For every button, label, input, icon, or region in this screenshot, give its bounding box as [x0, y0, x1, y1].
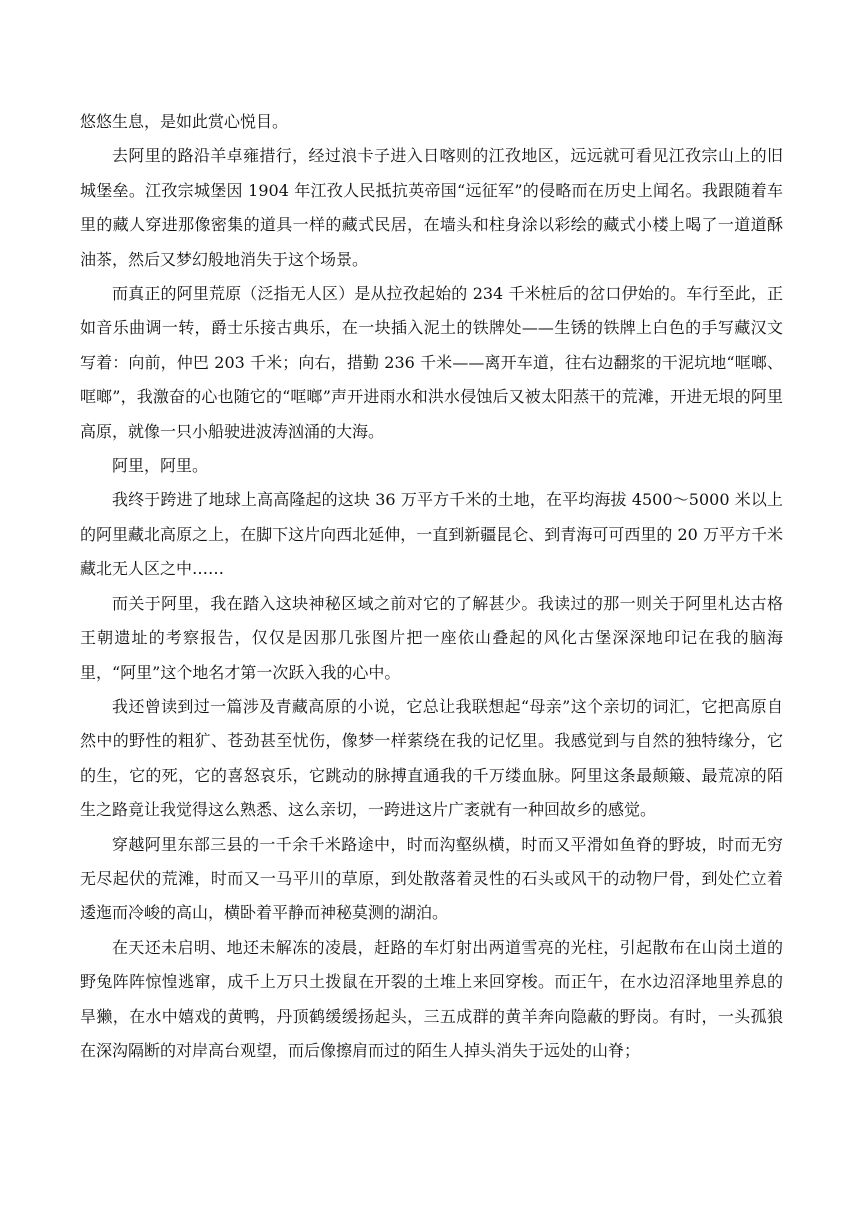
- paragraph-8: 穿越阿里东部三县的一千余千米路途中，时而沟壑纵横，时而又平滑如鱼脊的野坡，时而无穷无尽起伏的荒滩，时而又一马平川的草原，到处散落着灵性的石头或风干的动物尸骨，到处伫立着逶迤而冷峻的高山，横卧着平静而神秘莫测的湖泊。: [80, 834, 783, 923]
- paragraph-1: 悠悠生息，是如此赏心悦目。: [80, 112, 289, 131]
- article-body: [80, 105, 783, 1068]
- paragraph-2: 去阿里的路沿羊卓雍措行，经过浪卡子进入日喀则的江孜地区，远远就可看见江孜宗山上的旧城堡垒。江孜宗城堡因 1904 年江孜人民抵抗英帝国“远征军”的侵略而在历史上闻名。我跟随着车里的藏人穿进那像密集的道具一样的藏式民居，在墙头和柱身涂以彩绘的藏式小楼上喝了一道道酥油茶，然后又梦幻般地消失于这个场景。: [80, 146, 783, 269]
- paragraph-4: 阿里，阿里。: [112, 456, 209, 476]
- paragraph-3: 而真正的阿里荒原（泛指无人区）是从拉孜起始的 234 千米桩后的岔口伊始的。车行至此，正如音乐曲调一转，爵士乐接古典乐，在一块插入泥土的铁牌处——生锈的铁牌上白色的手写藏汉文写着：向前，仲巴 203 千米；向右，措勤 236 千米——离开车道，往右边翻浆的干泥坑地“哐啷、哐啷”，我激奋的心也随它的“哐啷”声开进雨水和洪水侵蚀后又被太阳蒸干的荒滩，开进无垠的阿里高原，就像一只小船驶进波涛汹涌的大海。: [80, 284, 783, 441]
- paragraph-9: 在天还未启明、地还未解冻的凌晨，赶路的车灯射出两道雪亮的光柱，引起散布在山岗土道的野兔阵阵惊惶逃窜，成千上万只土拨鼠在开裂的土堆上来回穿梭。而正午，在水边沼泽地里养息的旱獭，在水中嬉戏的黄鸭，丹顶鹤缓缓扬起头，三五成群的黄羊奔向隐蔽的野岗。有时，一头孤狼在深沟隔断的对岸高台观望，而后像擦肩而过的陌生人掉头消失于远处的山脊；: [80, 937, 783, 1060]
- paragraph-6: 而关于阿里，我在踏入这块神秘区域之前对它的了解甚少。我读过的那一则关于阿里札达古格王朝遗址的考察报告，仅仅是因那几张图片把一座依山叠起的风化古堡深深地印记在我的脑海里，“阿里”这个地名才第一次跃入我的心中。: [80, 593, 783, 682]
- paragraph-7: 我还曾读到过一篇涉及青藏高原的小说，它总让我联想起“母亲”这个亲切的词汇，它把高原自然中的野性的粗犷、苍劲甚至忧伤，像梦一样萦绕在我的记忆里。我感觉到与自然的独特缘分，它的生，它的死，它的喜怒哀乐，它跳动的脉搏直通我的千万缕血脉。阿里这条最颠簸、最荒凉的陌生之路竟让我觉得这么熟悉、这么亲切，一跨进这片广袤就有一种回故乡的感觉。: [80, 696, 783, 820]
- paragraph-5: 我终于跨进了地球上高高隆起的这块 36 万平方千米的土地，在平均海拔 4500～5000 米以上的阿里藏北高原之上，在脚下这片向西北延伸，一直到新疆昆仑、到青海可可西里的 20 万平方千米藏北无人区之中……: [80, 490, 783, 579]
